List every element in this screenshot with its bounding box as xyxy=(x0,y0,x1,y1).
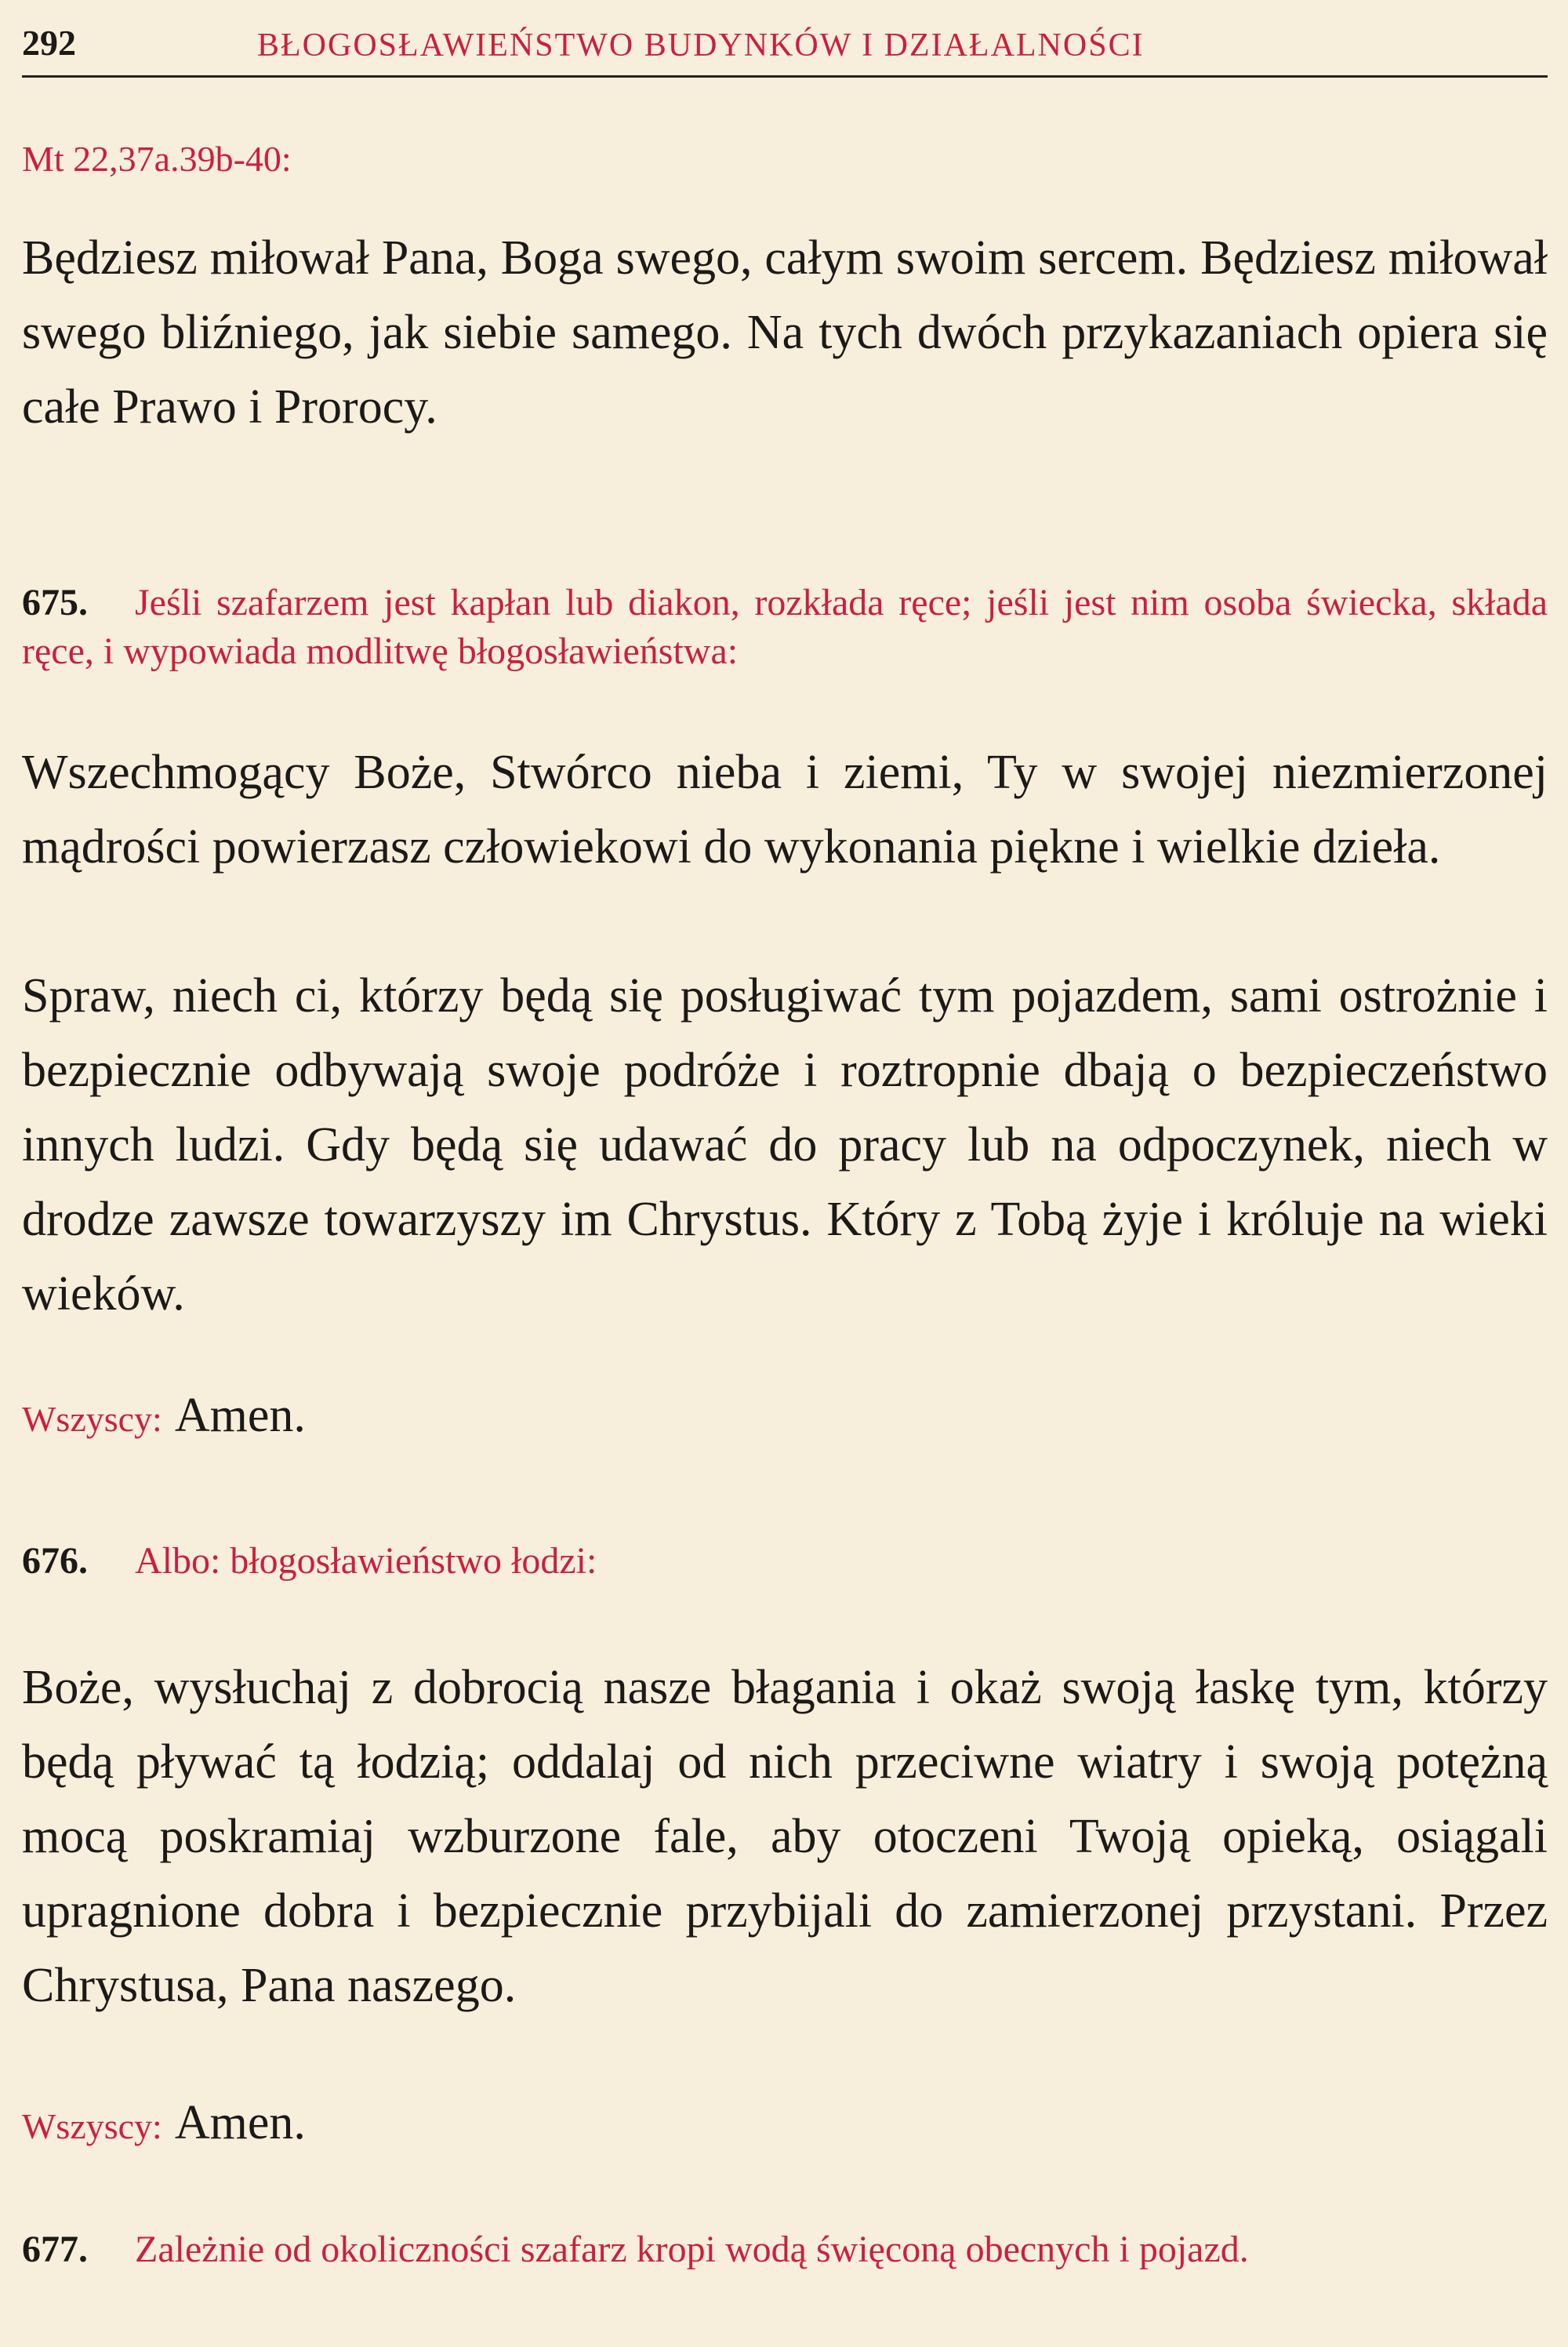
response-text: Amen. xyxy=(174,1389,306,1442)
page-header xyxy=(22,20,1548,78)
scripture-text: Będziesz miłował Pana, Boga swego, całym swoim sercem. Będziesz miłował swego bliźniego, jak siebie samego. Na tych dwóch przykazaniach opiera się całe Prawo i Prorocy. xyxy=(22,231,1548,434)
rubric-676-text: Albo: błogosławieństwo łodzi: xyxy=(135,1540,597,1582)
prayer-676: Boże, wysłuchaj z dobrocią nasze błagania i okaż swoją łaskę tym, którzy będą pływać tą łodzią; oddalaj od nich przeciwne wiatry i swoją potężną mocą poskramiaj wzburzone fale, aby otoczeni Twoją opieką, osiągali upragnione dobra i bezpiecznie przybijali do zamierzonej przystani. Przez Chrystusa, Pana naszego. xyxy=(22,1661,1548,2012)
response-text: Amen. xyxy=(174,2096,306,2149)
rubric-676 xyxy=(22,1537,1548,1586)
prayer-675-part-1: Wszechmogący Boże, Stwórco nieba i ziemi, Ty w swojej niezmierzonej mądrości powierzasz człowiekowi do wykonania piękne i wielkie dzieła. xyxy=(22,746,1548,874)
page-number: 292 xyxy=(22,23,76,63)
response-675 xyxy=(22,1388,306,1444)
prayer-675-part-2: Spraw, niech ci, którzy będą się posługiwać tym pojazdem, sami ostrożnie i bezpiecznie odbywają swoje podróże i roztropnie dbają o bezpieczeństwo innych ludzi. Gdy będą się udawać do pracy lub na odpoczynek, niech w drodze zawsze towarzyszy im Chrystus. Który z Tobą żyje i króluje na wieki wieków. xyxy=(22,969,1548,1321)
section-number-676: 676. xyxy=(22,1540,88,1582)
rubric-677-text: Zależnie od okoliczności szafarz kropi wodą święconą obecnych i pojazd. xyxy=(135,2229,1249,2270)
scripture-reference: Mt 22,37a.39b-40: xyxy=(22,139,292,179)
rubric-675 xyxy=(22,579,1548,676)
section-number-675: 675. xyxy=(22,582,88,623)
running-head: BŁOGOSŁAWIEŃSTWO BUDYNKÓW I DZIAŁALNOŚCI xyxy=(257,27,1145,64)
section-number-677: 677. xyxy=(22,2229,88,2270)
response-label: Wszyscy: xyxy=(22,1399,162,1439)
rubric-675-text: Jeśli szafarzem jest kapłan lub diakon, rozkłada ręce; jeśli jest nim osoba świecka, składa ręce, i wypowiada modlitwę błogosławieństwa: xyxy=(22,582,1548,672)
rubric-677 xyxy=(22,2225,1548,2274)
response-676 xyxy=(22,2095,306,2151)
response-label: Wszyscy: xyxy=(22,2106,162,2146)
